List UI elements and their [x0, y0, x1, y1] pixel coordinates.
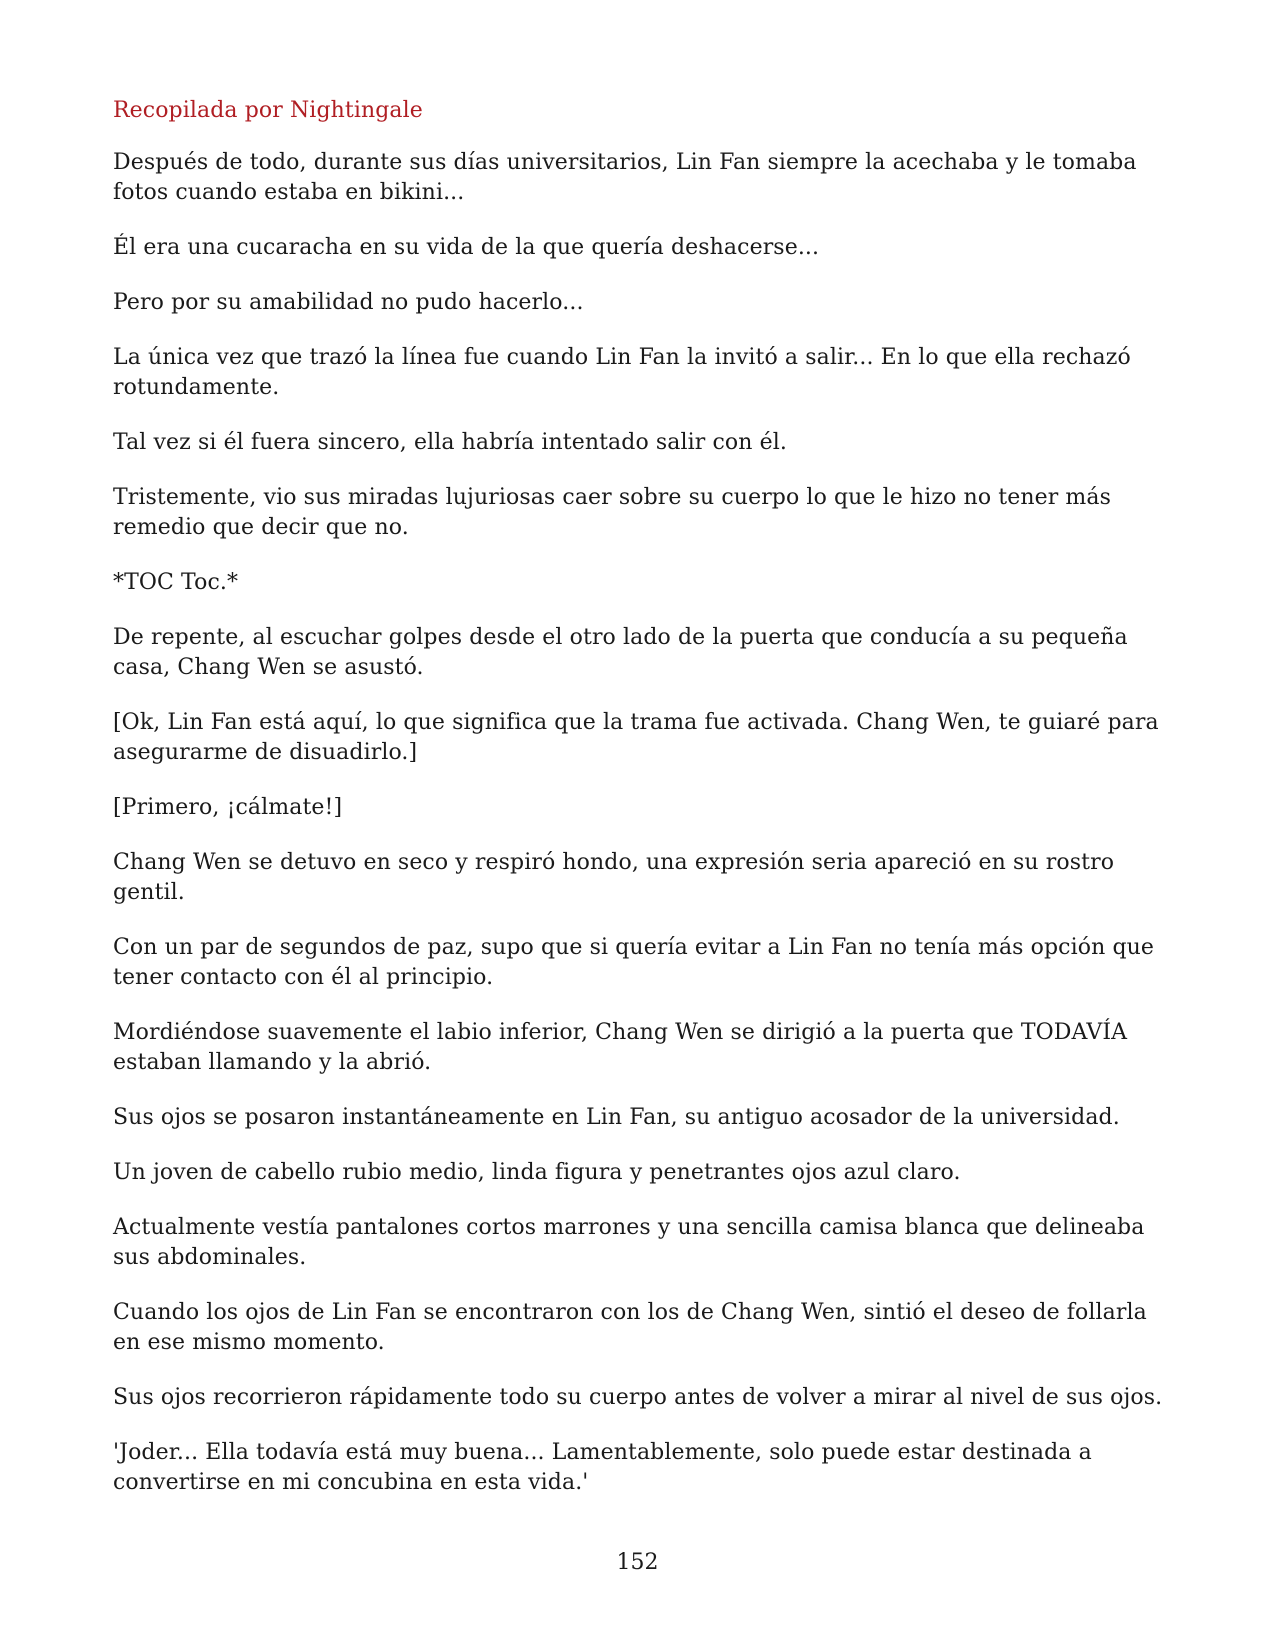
paragraph: [Ok, Lin Fan está aquí, lo que significa que la trama fue activada. Chang Wen, te guiaré para asegurarme de disuadirlo.]: [113, 710, 1159, 765]
paragraph: Tristemente, vio sus miradas lujuriosas caer sobre su cuerpo lo que le hizo no tener más remedio que decir que no.: [113, 485, 1111, 540]
paragraph: Sus ojos recorrieron rápidamente todo su cuerpo antes de volver a mirar al nivel de sus ojos.: [113, 1385, 1163, 1410]
paragraph: Pero por su amabilidad no pudo hacerlo...: [113, 290, 584, 315]
paragraph: De repente, al escuchar golpes desde el otro lado de la puerta que conducía a su pequeña casa, Chang Wen se asustó.: [113, 625, 1128, 680]
paragraph: Un joven de cabello rubio medio, linda figura y penetrantes ojos azul claro.: [113, 1160, 961, 1185]
page-number: 152: [616, 1550, 659, 1575]
paragraph: 'Joder... Ella todavía está muy buena... Lamentablemente, solo puede estar destinada a convertirse en mi concubina en esta vida.': [113, 1440, 1092, 1495]
paragraph: [Primero, ¡cálmate!]: [113, 795, 343, 820]
paragraph: Después de todo, durante sus días universitarios, Lin Fan siempre la acechaba y le tomaba fotos cuando estaba en bikini...: [113, 150, 1137, 205]
paragraph: Chang Wen se detuvo en seco y respiró hondo, una expresión seria apareció en su rostro gentil.: [113, 850, 1115, 905]
paragraph: Con un par de segundos de paz, supo que si quería evitar a Lin Fan no tenía más opción que tener contacto con él al principio.: [113, 935, 1155, 990]
paragraph: *TOC Toc.*: [113, 570, 239, 595]
paragraph: Él era una cucaracha en su vida de la que quería deshacerse...: [113, 235, 820, 260]
paragraph: Cuando los ojos de Lin Fan se encontraron con los de Chang Wen, sintió el deseo de follarla en ese mismo momento.: [113, 1300, 1147, 1355]
page-body: [113, 96, 1173, 1523]
paragraph: Actualmente vestía pantalones cortos marrones y una sencilla camisa blanca que delineaba sus abdominales.: [113, 1215, 1145, 1270]
paragraph: La única vez que trazó la línea fue cuando Lin Fan la invitó a salir... En lo que ella rechazó rotundamente.: [113, 345, 1131, 400]
document-header: Recopilada por Nightingale: [113, 98, 423, 123]
paragraph: Mordiéndose suavemente el labio inferior, Chang Wen se dirigió a la puerta que TODAVÍA estaban llamando y la abrió.: [113, 1020, 1128, 1075]
paragraph: Tal vez si él fuera sincero, ella habría intentado salir con él.: [113, 430, 787, 455]
paragraph: Sus ojos se posaron instantáneamente en Lin Fan, su antiguo acosador de la universidad.: [113, 1105, 1120, 1130]
